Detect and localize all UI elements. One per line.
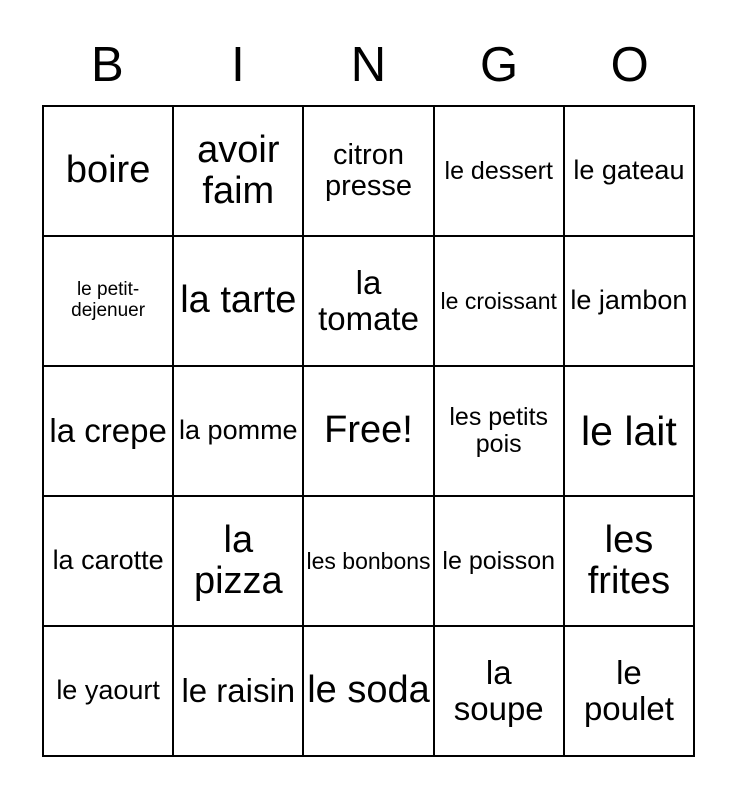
bingo-row: [44, 107, 695, 237]
bingo-cell[interactable]: [174, 367, 304, 497]
bingo-cell-label: les petits pois: [449, 403, 549, 458]
bingo-cell-label: la carotte: [52, 545, 164, 576]
bingo-cell-label: avoir faim: [197, 128, 280, 212]
bingo-cell[interactable]: [435, 107, 565, 237]
bingo-cell-label: la tomate: [318, 264, 419, 337]
bingo-cell-label: la tarte: [180, 279, 297, 322]
bingo-cell[interactable]: [435, 367, 565, 497]
bingo-cell[interactable]: [435, 497, 565, 627]
bingo-cell[interactable]: [44, 107, 174, 237]
bingo-cell[interactable]: [44, 497, 174, 627]
bingo-cell-label: le jambon: [570, 285, 688, 316]
bingo-grid: [42, 105, 695, 757]
bingo-row: [44, 497, 695, 627]
bingo-header-row: [42, 26, 695, 105]
bingo-cell-label: boire: [65, 149, 151, 192]
bingo-free-space[interactable]: [304, 367, 434, 497]
bingo-cell[interactable]: [565, 627, 695, 757]
bingo-cell-label: le yaourt: [56, 675, 160, 706]
bingo-cell[interactable]: [304, 237, 434, 367]
bingo-cell-label: le croissant: [440, 287, 557, 314]
bingo-cell-label: la crepe: [49, 412, 167, 450]
bingo-cell[interactable]: [565, 367, 695, 497]
bingo-header-letter-i: I: [231, 38, 245, 92]
bingo-cell-label: la pizza: [193, 518, 283, 602]
bingo-row: [44, 237, 695, 367]
bingo-cell[interactable]: [44, 237, 174, 367]
bingo-cell-label: la pomme: [179, 415, 298, 446]
bingo-cell-label: les frites: [587, 518, 671, 602]
bingo-cell-label: le soda: [307, 669, 430, 712]
bingo-cell[interactable]: [435, 237, 565, 367]
bingo-cell-label: la soupe: [453, 654, 544, 727]
bingo-card: [42, 26, 695, 757]
bingo-cell[interactable]: [435, 627, 565, 757]
bingo-row: [44, 627, 695, 757]
bingo-cell-label: le poulet: [583, 654, 674, 727]
bingo-cell-label: le lait: [581, 407, 677, 454]
bingo-cell-label: les bonbons: [306, 547, 431, 574]
bingo-cell[interactable]: [44, 627, 174, 757]
bingo-cell[interactable]: [174, 107, 304, 237]
bingo-cell[interactable]: [174, 627, 304, 757]
bingo-cell[interactable]: [565, 237, 695, 367]
bingo-cell[interactable]: [565, 107, 695, 237]
bingo-cell[interactable]: [44, 367, 174, 497]
bingo-row: [44, 367, 695, 497]
bingo-cell-label: le gateau: [573, 155, 685, 186]
bingo-cell[interactable]: [304, 627, 434, 757]
bingo-free-space-label: Free!: [324, 409, 413, 452]
bingo-cell[interactable]: [304, 107, 434, 237]
bingo-cell[interactable]: [565, 497, 695, 627]
bingo-cell-label: le dessert: [444, 156, 553, 185]
bingo-header-letter-o: O: [610, 38, 649, 92]
bingo-cell-label: citron presse: [324, 138, 413, 202]
bingo-cell[interactable]: [304, 497, 434, 627]
bingo-cell-label: le raisin: [181, 672, 296, 710]
bingo-header-letter-n: N: [350, 38, 387, 92]
bingo-cell[interactable]: [174, 497, 304, 627]
bingo-header-letter-g: G: [480, 38, 519, 92]
bingo-cell-label: le petit-dejenuer: [71, 279, 146, 321]
bingo-cell-label: le poisson: [442, 546, 555, 575]
bingo-cell[interactable]: [174, 237, 304, 367]
bingo-header-letter-b: B: [90, 38, 124, 92]
